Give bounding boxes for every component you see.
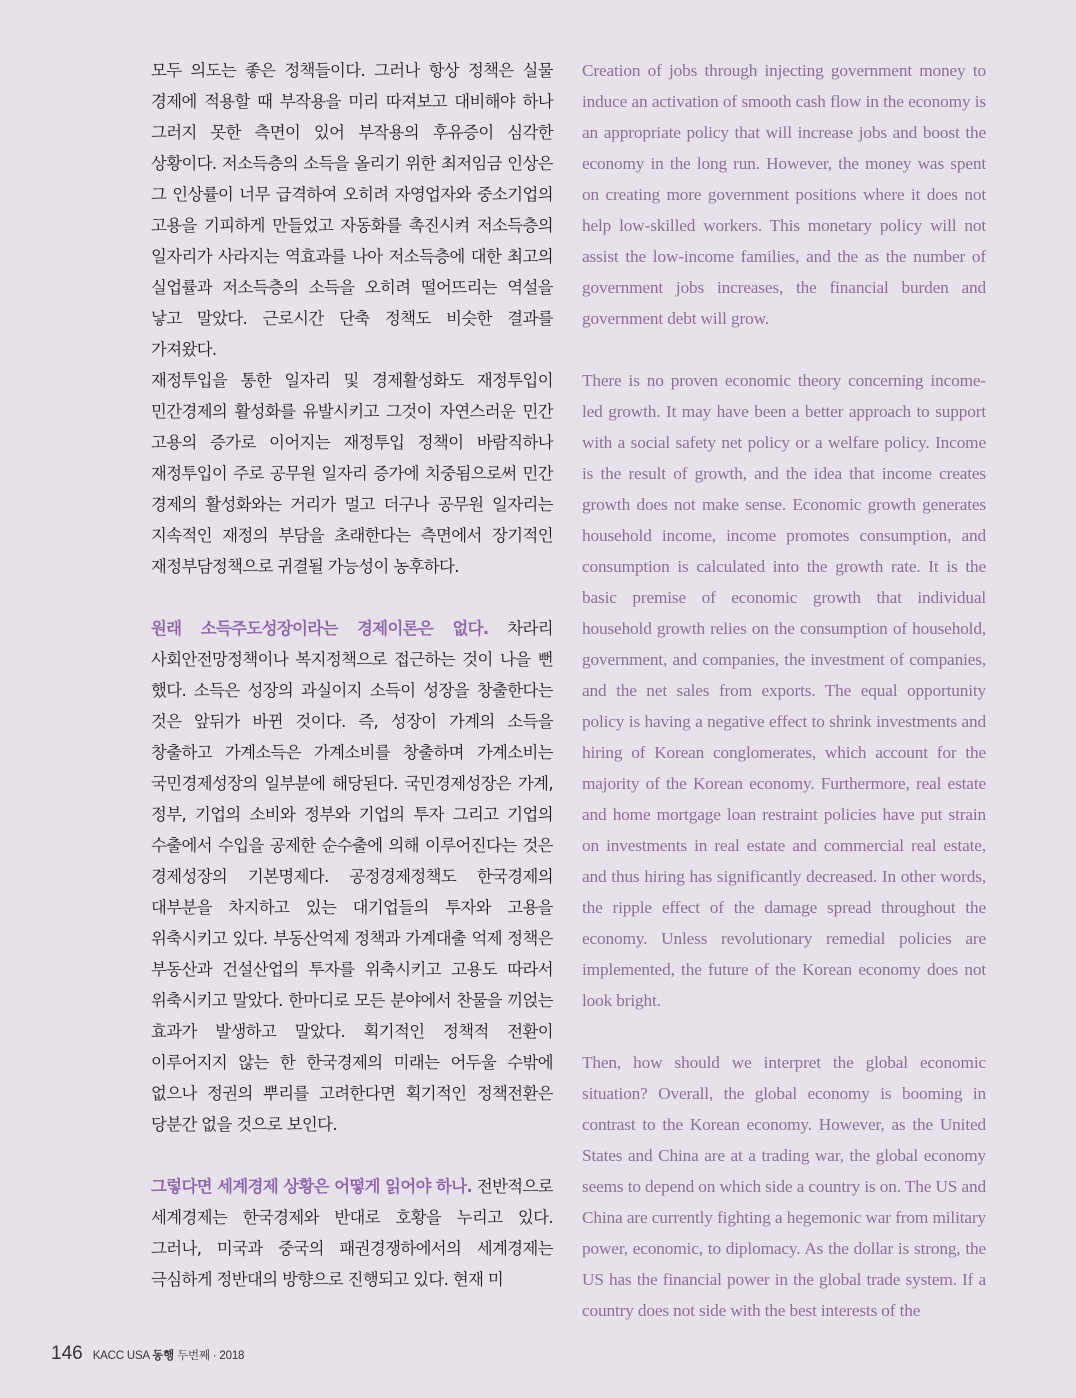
english-paragraph-1: Creation of jobs through injecting government money to induce an activation of smooth cash flow in the economy is an appropriate policy that will increase jobs and boost the economy in the long run. However, the money was spent on creating more government positions where it does not help low-skilled workers. This monetary policy will not assist the low-income families, and the as the number of government jobs increases, the financial burden and government debt will grow. <box>582 61 986 328</box>
english-paragraph-2: There is no proven economic theory concerning income-led growth. It may have been a better approach to support with a social safety net policy or a welfare policy. Income is the result of growth, and the idea that income creates growth does not make sense. Economic growth generates household income, income promotes consumption, and consumption is calculated into the growth rate. It is the basic premise of economic growth that individual household growth relies on the consumption of household, government, and companies, the investment of companies, and the net sales from exports. The equal opportunity policy is having a negative effect to shrink investments and hiring of Korean conglomerates, which account for the majority of the Korean economy. Furthermore, real estate and home mortgage loan restraint policies have put strain on investments in real estate and commercial real estate, and thus hiring has significantly decreased. In other words, the ripple effect of the damage spread throughout the economy. Unless revolutionary remedial policies are implemented, the future of the Korean economy does not look bright. <box>582 371 986 1010</box>
page-footer <box>51 1343 244 1369</box>
korean-section-heading-global-economy: 그렇다면 세계경제 상황은 어떻게 읽어야 하나. <box>151 1177 473 1196</box>
korean-paragraph-3 <box>151 613 553 1140</box>
publication-info <box>93 1347 245 1363</box>
korean-paragraph-2: 재정투입을 통한 일자리 및 경제활성화도 재정투입이 민간경제의 활성화를 유발시키고 그것이 자연스러운 민간 고용의 증가로 이어지는 재정투입 정책이 바람직하나 재정투입이 주로 공무원 일자리 증가에 치중됨으로써 민간 경제의 활성화와는 거리가 멀고 더구나 공무원 일자리는 지속적인 재정의 부담을 초래한다는 측면에서 장기적인 재정부담정책으로 귀결될 가능성이 농후하다. <box>151 371 553 576</box>
publication-title: 동행 <box>152 1350 175 1362</box>
korean-paragraph-3-body: 차라리 사회안전망정책이나 복지정책으로 접근하는 것이 나을 뻔 했다. 소득은 성장의 과실이지 소득이 성장을 창출한다는 것은 앞뒤가 바뀐 것이다. 즉, 성장이 가계의 소득을 창출하고 가계소득은 가계소비를 창출하며 가계소비는 국민경제성장의 일부분에 해당된다. 국민경제성장은 가계, 정부, 기업의 소비와 정부와 기업의 투자 그리고 기업의 수출에서 수입을 공제한 순수출에 의해 이루어진다는 것은 경제성장의 기본명제다. 공정경제정책도 한국경제의 대부분을 차지하고 있는 대기업들의 투자와 고용을 위축시키고 있다. 부동산억제 정책과 가계대출 억제 정책은 부동산과 건설산업의 투자를 위축시키고 고용도 따라서 위축시키고 말았다. 한마디로 모든 분야에서 찬물을 끼얹는 효과가 발생하고 말았다. 획기적인 정책적 전환이 이루어지지 않는 한 한국경제의 미래는 어두울 수밖에 없으나 정권의 뿌리를 고려한다면 획기적인 정책전환은 당분간 없을 것으로 보인다. <box>151 619 553 1134</box>
korean-column <box>151 55 553 1295</box>
english-column <box>582 55 986 1326</box>
english-paragraph-3: Then, how should we interpret the global economic situation? Overall, the global economy is booming in contrast to the Korean economy. However, as the United States and China are at a trading war, the global economy seems to depend on which side a country is on. The US and China are currently fighting a hegemonic war from military power, economic, to diplomacy. As the dollar is strong, the US has the financial power in the global trade system. If a country does not side with the best interests of the <box>582 1053 986 1320</box>
korean-paragraph-4 <box>151 1171 553 1295</box>
page-number: 146 <box>51 1343 83 1364</box>
korean-paragraph-1: 모두 의도는 좋은 정책들이다. 그러나 항상 정책은 실물 경제에 적용할 때 부작용을 미리 따져보고 대비해야 하나 그러지 못한 측면이 있어 부작용의 후유증이 심각한 상황이다. 저소득층의 소득을 올리기 위한 최저임금 인상은 그 인상률이 너무 급격하여 오히려 자영업자와 중소기업의 고용을 기피하게 만들었고 자동화를 촉진시켜 저소득층의 일자리가 사라지는 역효과를 나아 저소득층에 대한 최고의 실업률과 저소득층의 소득을 오히려 떨어뜨리는 역설을 낳고 말았다. 근로시간 단축 정책도 비슷한 결과를 가져왔다. <box>151 61 553 359</box>
publication-issue: 두번째 · 2018 <box>174 1350 245 1362</box>
korean-paragraph-4-body: 전반적으로 세계경제는 한국경제와 반대로 호황을 누리고 있다. 그러나, 미국과 중국의 패권경쟁하에서의 세계경제는 극심하게 정반대의 방향으로 진행되고 있다. 현재 미 <box>151 1177 554 1289</box>
korean-section-heading-income-growth: 원래 소득주도성장이라는 경제이론은 없다. <box>151 619 489 638</box>
publication-name: KACC USA <box>92 1350 153 1362</box>
